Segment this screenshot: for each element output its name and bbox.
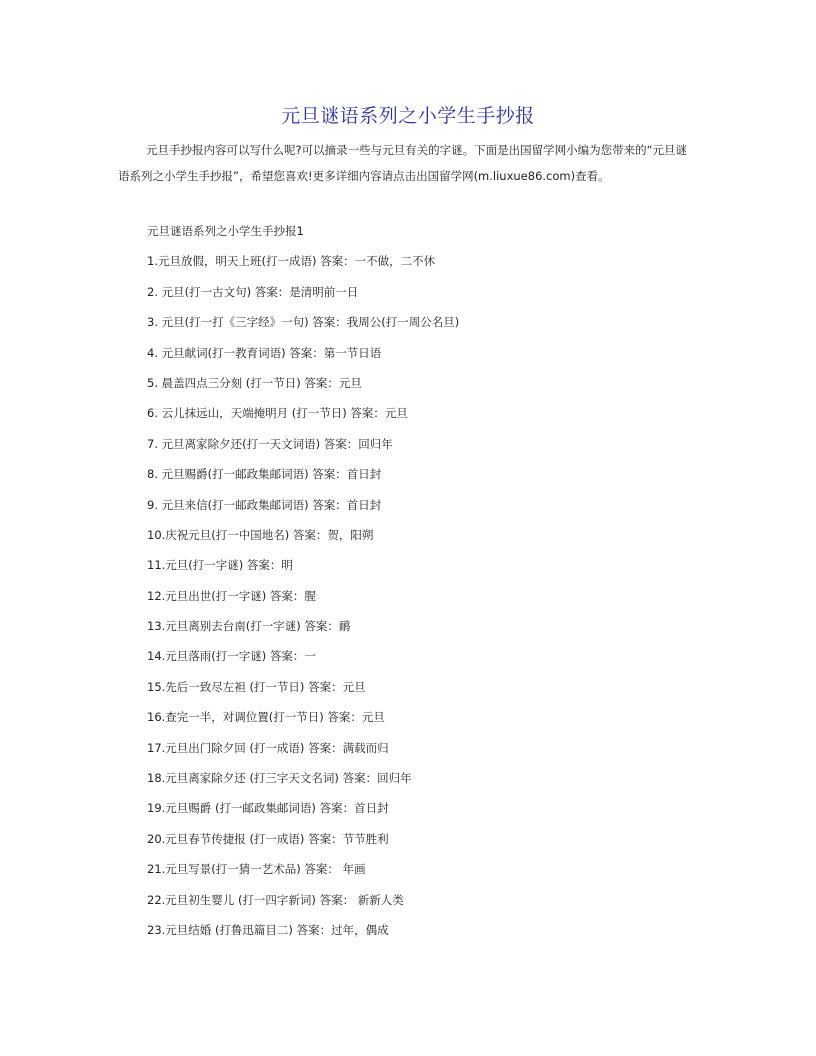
list-item: 5. 晨盖四点三分刻 (打一节日) 答案：元旦 bbox=[147, 375, 362, 390]
list-item: 3. 元旦(打一打《三字经》一句) 答案：我周公(打一周公名旦) bbox=[147, 315, 460, 330]
list-item: 10.庆祝元旦(打一中国地名) 答案：贺，阳朔 bbox=[147, 527, 374, 542]
list-item: 17.元旦出门除夕回 (打一成语) 答案：满载而归 bbox=[147, 740, 389, 755]
list-item: 23.元旦结婚 (打鲁迅篇目二) 答案：过年，偶成 bbox=[147, 922, 389, 937]
riddle-list bbox=[147, 216, 707, 945]
intro-paragraph bbox=[118, 137, 698, 189]
list-item: 16.查完一半，对调位置(打一节日) 答案：元旦 bbox=[147, 710, 385, 725]
list-item: 12.元旦出世(打一字谜) 答案：腥 bbox=[147, 588, 316, 603]
list-item: 14.元旦落雨(打一字谜) 答案：一 bbox=[147, 649, 316, 664]
list-item: 1.元旦放假，明天上班(打一成语) 答案：一不做，二不休 bbox=[147, 254, 436, 269]
list-item: 13.元旦离别去台南(打一字谜) 答案：鸸 bbox=[147, 619, 351, 634]
document-title: 元旦谜语系列之小学生手抄报 bbox=[281, 105, 535, 127]
list-item: 11.元旦(打一字谜) 答案：明 bbox=[147, 558, 293, 573]
list-item: 19.元旦赐爵 (打一邮政集邮词语) 答案：首日封 bbox=[147, 801, 389, 816]
section-heading: 元旦谜语系列之小学生手抄报1 bbox=[147, 224, 304, 238]
list-item: 8. 元旦赐爵(打一邮政集邮词语) 答案：首日封 bbox=[147, 467, 382, 482]
list-item: 2. 元旦(打一古文句) 答案：是清明前一日 bbox=[147, 284, 359, 299]
list-item: 18.元旦离家除夕还 (打三字天文名词) 答案：回归年 bbox=[147, 771, 412, 786]
list-item: 21.元旦写景(打一猜一艺术品) 答案： 年画 bbox=[147, 862, 366, 877]
list-item: 9. 元旦来信(打一邮政集邮词语) 答案：首日封 bbox=[147, 497, 382, 512]
list-item: 6. 云儿抹远山，天端掩明月 (打一节日) 答案：元旦 bbox=[147, 406, 408, 421]
list-item: 15.先后一致尽左袒 (打一节日) 答案：元旦 bbox=[147, 679, 366, 694]
list-item: 20.元旦春节传捷报 (打一成语) 答案：节节胜利 bbox=[147, 831, 389, 846]
list-item: 22.元旦初生婴儿 (打一四字新词) 答案： 新新人类 bbox=[147, 892, 404, 907]
list-item: 7. 元旦离家除夕还(打一天文词语) 答案：回归年 bbox=[147, 436, 393, 451]
intro-text: 元旦手抄报内容可以写什么呢?可以摘录一些与元旦有关的字谜。下面是出国留学网小编为您带来的“元旦谜语系列之小学生手抄报”，希望您喜欢!更多详细内容请点击出国留学网(m.liuxue86.com)查看。 bbox=[118, 143, 688, 183]
list-item: 4. 元旦献词(打一教育词语) 答案：第一节日语 bbox=[147, 345, 382, 360]
